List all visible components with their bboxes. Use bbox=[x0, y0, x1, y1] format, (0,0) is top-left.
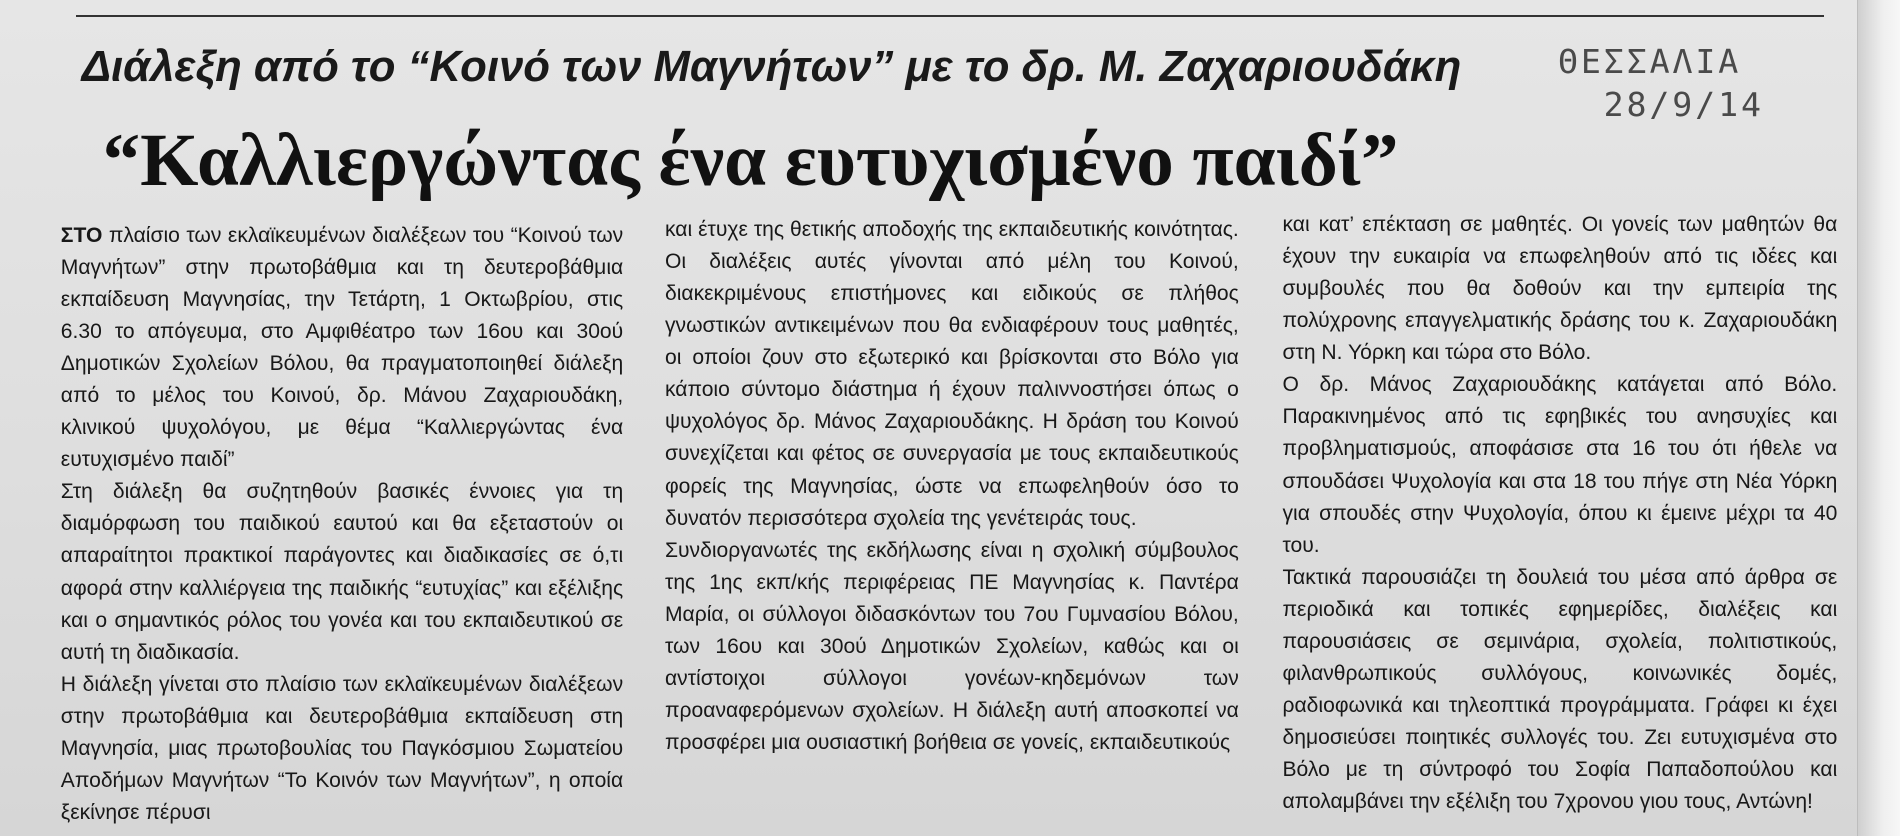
article-column-1 bbox=[61, 220, 623, 829]
paragraph: Η διάλεξη γίνεται στο πλαίσιο των εκλαϊκευμένων διαλέξεων στην πρωτοβάθμια και δευτεροβάθμια εκπαίδευση στη Μαγνησία, μιας πρωτοβουλίας του Παγκόσμιου Σωματείου Αποδήμων Μαγνήτων “Το Κοινόν των Μαγνήτων”, η οποία ξεκίνησε πέρυσι bbox=[60, 672, 624, 824]
handwritten-date: 28/9/14 bbox=[1603, 85, 1764, 125]
article-column-3 bbox=[1283, 209, 1838, 818]
paragraph: Ο δρ. Μάνος Ζαχαριουδάκης κατάγεται από Βόλο. Παρακινημένος από τις εφηβικές του ανησυχίες και προβληματισμούς, αποφάσισε στα 16 του ότι ήθελε να σπουδάσει Ψυχολογία και στα 18 του πήγε στη Νέα Υόρκη για σπουδές στην Ψυχολογία, όπου κι έμεινε μέχρι τα 40 του. bbox=[1282, 373, 1838, 557]
handwritten-note bbox=[1558, 40, 1843, 126]
page-edge bbox=[1857, 0, 1900, 836]
paragraph: Τακτικά παρουσιάζει τη δουλειά του μέσα από άρθρα σε περιοδικά και τοπικές εφημερίδες, διαλέξεις και παρουσιάσεις σε σεμινάρια, σχολεία, πολιτιστικούς, φιλανθρωπικούς συλλόγους, κοινωνικές δομές, ραδιοφωνικά και τηλεοπτικά προγράμματα. Γράφει κι έχει δημοσιεύσει ποιητικές συλλογές του. Ζει ευτυχισμένα στο Βόλο με τη σύντροφό του Σοφία Παπαδοπούλου και απολαμβάνει την εξέλιξη του 7χρονου γιου τους, Αντώνη! bbox=[1282, 565, 1838, 814]
lead-word: ΣΤΟ bbox=[60, 223, 103, 247]
paragraph: και έτυχε της θετικής αποδοχής της εκπαιδευτικής κοινότητας. Οι διαλέξεις αυτές γίνονται από μέλη του Κοινού, διακεκριμένους επιστήμονες και ειδικούς σε πλήθος γνωστικών αντικειμένων που θα ενδιαφέρουν τους μαθητές, οι οποίοι ζουν στο εξωτερικό και βρίσκονται στο Βόλο για κάποιο σύντομο διάστημα ή έχουν παλιννοστήσει όπως ο ψυχολόγος δρ. Μάνος Ζαχαριουδάκης. Η δράση του Κοινού συνεχίζεται και φέτος σε συνεργασία με τους εκπαιδευτικούς φορείς της Μαγνησίας, ώστε να επωφεληθούν όσο το δυνατόν περισσότερα σχολεία της γενέτειράς τους. bbox=[665, 218, 1239, 530]
article-overline: Διάλεξη από το “Κοινό των Μαγνήτων” με το δρ. Μ. Ζαχαριουδάκη bbox=[81, 42, 1462, 92]
paragraph-text: πλαίσιο των εκλαϊκευμένων διαλέξεων του “Κοινού των Μαγνήτων” στην πρωτοβάθμια και τη δευτεροβάθμια εκπαίδευση Μαγνησίας, την Τετάρτη, 1 Οκτωβρίου, στις 6.30 το απόγευμα, στο Αμφιθέατρο των 16ου και 30ού Δημοτικών Σχολείων Βόλου, θα πραγματοποιηθεί διάλεξη από το μέλος του Κοινού, δρ. Μάνου Ζαχαριουδάκη, κλινικού ψυχολόγου, με θέμα “Καλλιεργώντας ένα ευτυχισμένο παιδί” bbox=[60, 223, 624, 472]
top-rule bbox=[76, 15, 1824, 17]
handwritten-newspaper-name: ΘΕΣΣΑΛΙΑ bbox=[1558, 42, 1742, 82]
paragraph: Συνδιοργανωτές της εκδήλωσης είναι η σχολική σύμβουλος της 1ης εκπ/κής περιφέρειας ΠΕ Μαγνησίας κ. Παντέρα Μαρία, οι σύλλογοι διδασκόντων του 7ου Γυμνασίου Βόλου, των 16ου και 30ού Δημοτικών Σχολείων, καθώς και οι αντίστοιχοι σύλλογοι γονέων-κηδεμόνων των προαναφερόμενων σχολείων. Η διάλεξη αυτή αποσκοπεί να προσφέρει μια ουσιαστική βοήθεια σε γονείς, εκπαιδευτικούς bbox=[665, 538, 1239, 755]
article-column-2 bbox=[665, 214, 1239, 759]
paragraph: και κατ’ επέκταση σε μαθητές. Οι γονείς των μαθητών θα έχουν την ευκαιρία να επωφεληθούν από τις ιδέες και συμβουλές που θα δοθούν και την εμπειρία της πολύχρονης επαγγελματικής δράσης του κ. Ζαχαριουδάκη στη Ν. Υόρκη και τώρα στο Βόλο. bbox=[1282, 213, 1838, 365]
paragraph: Στη διάλεξη θα συζητηθούν βασικές έννοιες για τη διαμόρφωση του παιδικού εαυτού και θα εξεταστούν οι απαραίτητοι πρακτικοί παράγοντες και διαδικασίες σε ό,τι αφορά στην καλλιέργεια της παιδικής “ευτυχίας” και εξέλιξης και ο σημαντικός ρόλος του γονέα και του εκπαιδευτικού σε αυτή τη διαδικασία. bbox=[60, 480, 624, 664]
article-headline: “Καλλιεργώντας ένα ευτυχισμένο παιδί” bbox=[102, 119, 1399, 203]
paragraph bbox=[61, 220, 623, 477]
